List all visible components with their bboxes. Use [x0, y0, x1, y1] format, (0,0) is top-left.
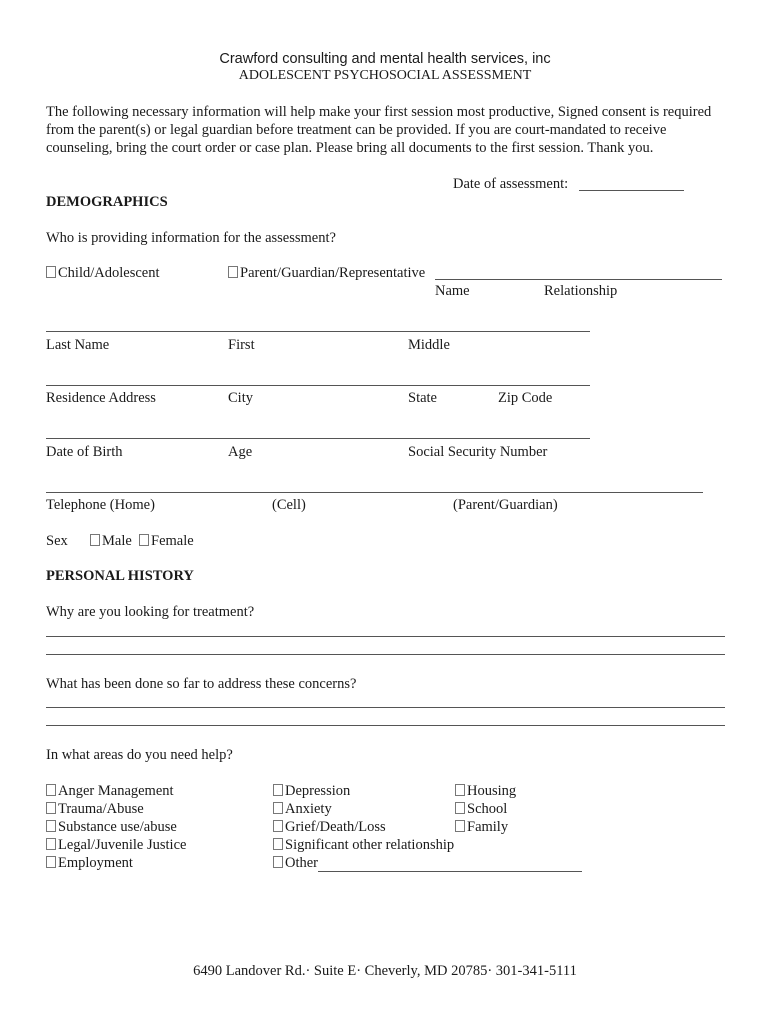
label-telephone-parent: (Parent/Guardian) — [453, 497, 558, 513]
sub-label-name: Name — [435, 283, 470, 299]
telephone-field[interactable] — [46, 492, 703, 493]
representative-name-field[interactable] — [435, 279, 722, 280]
checkbox-child[interactable] — [46, 266, 56, 278]
label-last-name: Last Name — [46, 337, 110, 353]
company-name: Crawford consulting and mental health services, inc — [219, 51, 551, 67]
checkbox-parent[interactable] — [228, 266, 238, 278]
checkbox-substance-use[interactable] — [46, 820, 56, 832]
address-field[interactable] — [46, 385, 590, 386]
area-option[interactable] — [455, 818, 508, 836]
area-label: Depression — [285, 783, 351, 799]
demographics-heading: DEMOGRAPHICS — [46, 194, 168, 210]
label-state: State — [408, 390, 437, 406]
label-city: City — [228, 390, 253, 406]
area-option[interactable] — [46, 836, 186, 854]
area-option[interactable] — [273, 854, 582, 872]
area-label: Legal/Juvenile Justice — [58, 837, 187, 853]
area-option[interactable] — [455, 782, 516, 800]
date-of-assessment-label: Date of assessment: — [453, 176, 569, 192]
checkbox-other[interactable] — [273, 856, 283, 868]
option-parent[interactable] — [228, 264, 425, 282]
option-parent-label: Parent/Guardian/Representative — [240, 265, 426, 281]
checkbox-school[interactable] — [455, 802, 465, 814]
area-option[interactable] — [273, 782, 350, 800]
area-option[interactable] — [455, 800, 507, 818]
label-telephone-home: Telephone (Home) — [46, 497, 155, 513]
area-label: Trauma/Abuse — [58, 801, 144, 817]
label-sex: Sex — [46, 533, 68, 549]
option-male-label: Male — [102, 533, 132, 549]
answer-line-done-2[interactable] — [46, 725, 725, 726]
question-done-so-far: What has been done so far to address these concerns? — [46, 676, 357, 692]
area-label: Substance use/abuse — [58, 819, 177, 835]
answer-line-why-1[interactable] — [46, 636, 725, 637]
checkbox-legal-juvenile[interactable] — [46, 838, 56, 850]
area-label: Employment — [58, 855, 133, 871]
checkbox-grief[interactable] — [273, 820, 283, 832]
area-label: Other — [285, 855, 319, 871]
name-field[interactable] — [46, 331, 590, 332]
footer-address: 6490 Landover Rd.· Suite E· Cheverly, MD 20785· 301-341-5111 — [193, 963, 577, 979]
option-female-label: Female — [151, 533, 194, 549]
form-title: ADOLESCENT PSYCHOSOCIAL ASSESSMENT — [238, 68, 532, 83]
option-child-label: Child/Adolescent — [58, 265, 160, 281]
who-providing-question: Who is providing information for the assessment? — [46, 230, 336, 246]
area-label: Significant other relationship — [285, 837, 455, 853]
label-zip-code: Zip Code — [498, 390, 553, 406]
answer-line-done-1[interactable] — [46, 707, 725, 708]
area-label: Housing — [467, 783, 517, 799]
checkbox-employment[interactable] — [46, 856, 56, 868]
checkbox-trauma-abuse[interactable] — [46, 802, 56, 814]
label-middle-name: Middle — [408, 337, 450, 353]
area-option[interactable] — [273, 800, 332, 818]
option-child[interactable] — [46, 264, 160, 282]
area-option[interactable] — [46, 818, 177, 836]
area-label: School — [467, 801, 508, 817]
sub-label-relationship: Relationship — [544, 283, 618, 299]
label-residence-address: Residence Address — [46, 390, 156, 406]
answer-line-why-2[interactable] — [46, 654, 725, 655]
option-female[interactable] — [139, 532, 194, 550]
label-telephone-cell: (Cell) — [272, 497, 306, 513]
checkbox-anger-management[interactable] — [46, 784, 56, 796]
area-option[interactable] — [46, 782, 174, 800]
area-option[interactable] — [46, 800, 144, 818]
checkbox-significant-other[interactable] — [273, 838, 283, 850]
area-option[interactable] — [273, 836, 454, 854]
label-first-name: First — [228, 337, 255, 353]
checkbox-family[interactable] — [455, 820, 465, 832]
personal-history-heading: PERSONAL HISTORY — [46, 568, 194, 584]
area-label: Grief/Death/Loss — [285, 819, 386, 835]
checkbox-anxiety[interactable] — [273, 802, 283, 814]
area-label: Anger Management — [58, 783, 174, 799]
date-of-assessment-field[interactable] — [579, 190, 684, 191]
checkbox-depression[interactable] — [273, 784, 283, 796]
intro-paragraph: The following necessary information will help make your first session most productive, Signed consent is required from the parent(s) or legal guardian before treatment can be provided. If you are court-mandated to receive counseling, bring the court order or case plan. Please bring all documents to the first session. Thank you. — [46, 104, 712, 156]
area-label: Anxiety — [285, 801, 332, 817]
label-date-of-birth: Date of Birth — [46, 444, 123, 460]
area-option[interactable] — [273, 818, 386, 836]
dob-field[interactable] — [46, 438, 590, 439]
option-male[interactable] — [90, 532, 132, 550]
area-option[interactable] — [46, 854, 133, 872]
question-areas-help: In what areas do you need help? — [46, 747, 233, 763]
other-field[interactable] — [318, 856, 582, 872]
checkbox-housing[interactable] — [455, 784, 465, 796]
label-ssn: Social Security Number — [408, 444, 548, 460]
label-age: Age — [228, 444, 253, 460]
checkbox-male[interactable] — [90, 534, 100, 546]
checkbox-female[interactable] — [139, 534, 149, 546]
area-label: Family — [467, 819, 509, 835]
question-why-treatment: Why are you looking for treatment? — [46, 604, 255, 620]
